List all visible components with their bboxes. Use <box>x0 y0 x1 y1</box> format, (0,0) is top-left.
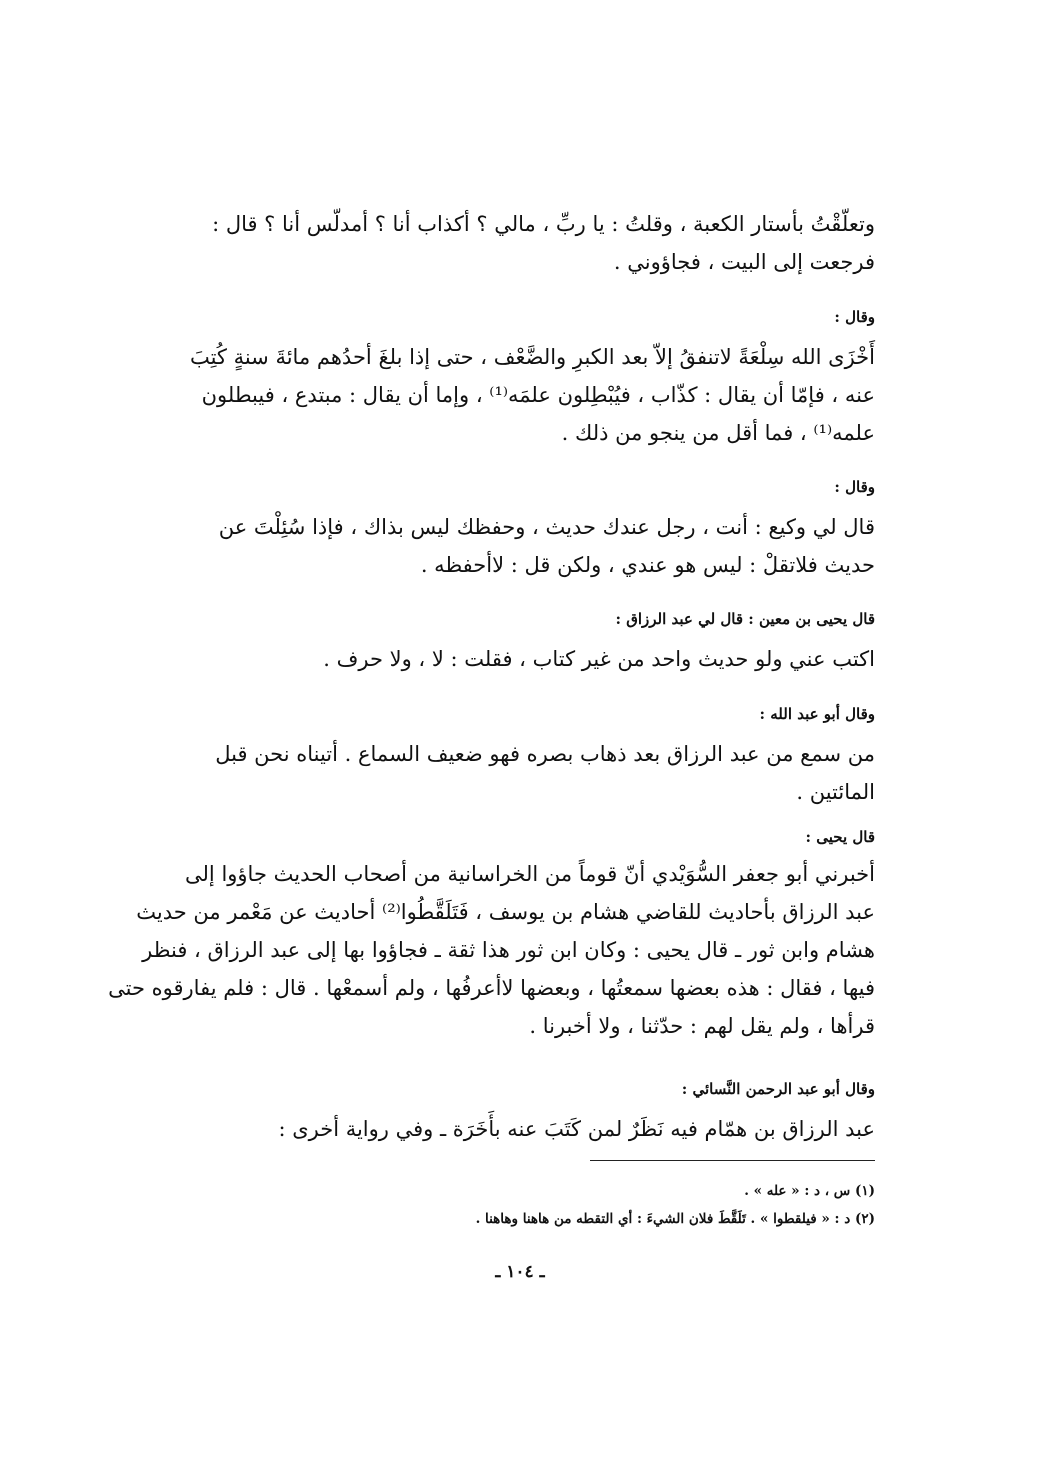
footnote-item: (١) س ، د : « عله » . <box>744 1183 875 1199</box>
text-line: اكتب عني ولو حديث واحد من غير كتاب ، فقلت : لا ، ولا حرف . <box>323 647 875 671</box>
text-line: قرأها ، ولم يقل لهم : حدّثنا ، ولا أخبرنا . <box>529 1014 875 1038</box>
text-line: عبد الرزاق بن همّام فيه نَظَرٌ لمن كَتَبَ عنه بأَخَرَة ـ وفي رواية أخرى : <box>278 1117 875 1141</box>
text-line: علمه⁽¹⁾ ، فما أقل من ينجو من ذلك . <box>561 421 875 445</box>
text-line: أخبرني أبو جعفر السُّوَيْدي أنّ قوماً من الخراسانية من أصحاب الحديث جاؤوا إلى <box>185 862 875 886</box>
text-line: عبد الرزاق بأحاديث للقاضي هشام بن يوسف ، فَتَلَقَّطُوا⁽²⁾ أحاديث عن مَعْمر من حديث <box>136 900 875 924</box>
section-heading: وقال أبو عبد الله : <box>759 705 875 723</box>
text-line: هشام وابن ثور ـ قال يحيى : وكان ابن ثور هذا ثقة ـ فجاؤوا بها إلى عبد الرزاق ، فنظر <box>142 938 875 962</box>
paragraph <box>165 338 875 452</box>
paragraph <box>165 1110 875 1148</box>
text-line: أَخْزَى الله سِلْعَةً لاتنفقُ إلاّ بعد الكبرِ والضَّعْف ، حتى إذا بلغَ أحدُهم مائةَ سنةٍ كُتِبَ <box>189 345 875 369</box>
section-heading: قال يحيى : <box>805 828 875 846</box>
text-line: المائتين . <box>796 780 875 804</box>
text-line: عنه ، فإمّا أن يقال : كذّاب ، فيُبْطِلون علمَه⁽¹⁾ ، وإما أن يقال : مبتدع ، فيبطلون <box>201 383 875 407</box>
paragraph <box>165 640 875 678</box>
footnote-divider <box>590 1160 875 1161</box>
section-heading: وقال : <box>834 478 875 496</box>
footnote-item: (٢) د : « فيلقطوا » . تَلَقَّطَ فلان الشيءَ : أي التقطه من هاهنا وهاهنا . <box>475 1211 875 1227</box>
text-line: قال لي وكيع : أنت ، رجل عندك حديث ، وحفظك ليس بذاك ، فإذا سُئِلْتَ عن <box>218 515 875 539</box>
text-line: فيها ، فقال : هذه بعضها سمعتُها ، وبعضها لاأعرفُها ، ولم أسمعْها . قال : فلم يفارقوه حتى <box>108 976 875 1000</box>
paragraph <box>108 855 875 1045</box>
section-heading: وقال أبو عبد الرحمن النَّسائي : <box>681 1080 875 1098</box>
paragraph <box>165 508 875 584</box>
section-heading: وقال : <box>834 308 875 326</box>
page-number: ـ ١٠٤ ـ <box>495 1262 545 1282</box>
footnotes <box>165 1180 875 1230</box>
text-line: من سمع من عبد الرزاق بعد ذهاب بصره فهو ضعيف السماع . أتيناه نحن قبل <box>215 742 875 766</box>
text-line: فرجعت إلى البيت ، فجاؤوني . <box>613 250 875 274</box>
text-line: حديث فلاتقلْ : ليس هو عندي ، ولكن قل : لاأحفظه . <box>420 553 875 577</box>
paragraph <box>165 735 875 811</box>
paragraph <box>165 205 875 281</box>
text-line: وتعلّقْتُ بأستار الكعبة ، وقلتُ : يا ربِّ ، مالي ؟ أكذاب أنا ؟ أمدلّس أنا ؟ قال : <box>212 212 875 236</box>
section-heading: قال يحيى بن معين : قال لي عبد الرزاق : <box>615 610 875 628</box>
